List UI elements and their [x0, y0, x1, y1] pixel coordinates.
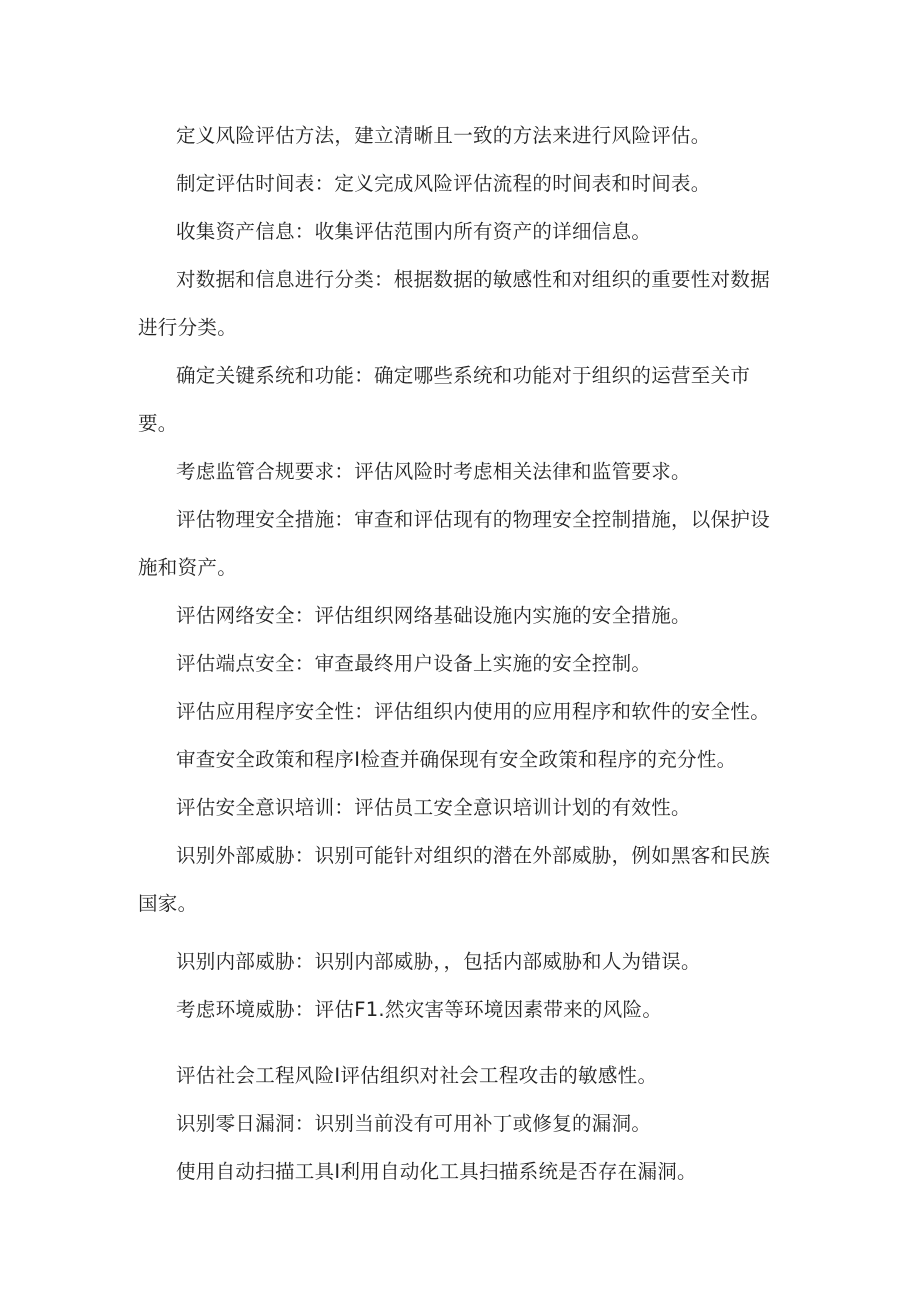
paragraph-zero-day: 识别零日漏洞：识别当前没有可用补丁或修复的漏洞。: [176, 1112, 652, 1135]
paragraph-network-security: 评估网络安全：评估组织网络基础设施内实施的安全措施。: [176, 604, 691, 627]
paragraph-social-engineering: 评估社会工程风险I评估组织对社会工程攻击的敏感性。: [176, 1064, 658, 1087]
document-body: [138, 112, 788, 1196]
paragraph-internal-threats: 识别内部威胁：识别内部威胁，，包括内部威胁和人为错误。: [176, 950, 701, 973]
paragraph-schedule: 制定评估时间表：定义完成风险评估流程的时间表和时间表。: [176, 172, 711, 195]
paragraph-automated-scanning: 使用自动扫描工具I利用自动化工具扫描系统是否存在漏洞。: [176, 1160, 697, 1183]
paragraph-policy-review: 审查安全政策和程序I检查并确保现有安全政策和程序的充分性。: [176, 748, 737, 771]
paragraph-risk-method: 定义风险评估方法，建立清晰且一致的方法来进行风险评估。: [176, 124, 711, 147]
paragraph-external-threats: 识别外部威胁：识别可能针对组织的潜在外部威胁，例如黑客和民族国家。: [138, 844, 771, 915]
paragraph-data-classification: 对数据和信息进行分类：根据数据的敏感性和对组织的重要性对数据进行分类。: [138, 268, 771, 339]
paragraph-awareness-training: 评估安全意识培训：评估员工安全意识培训计划的有效性。: [176, 796, 691, 819]
paragraph-physical-security: 评估物理安全措施：审查和评估现有的物理安全控制措施，以保护设施和资产。: [138, 508, 771, 579]
paragraph-compliance: 考虑监管合规要求：评估风险时考虑相关法律和监管要求。: [176, 460, 691, 483]
paragraph-application-security: 评估应用程序安全性：评估组织内使用的应用程序和软件的安全性。: [176, 700, 771, 723]
paragraph-environmental-threats: 考虑环境威胁：评估F1.然灾害等环境因素带来的风险。: [176, 998, 663, 1021]
paragraph-key-systems: 确定关键系统和功能：确定哪些系统和功能对于组织的运营至关市要。: [138, 364, 751, 435]
paragraph-asset-info: 收集资产信息：收集评估范围内所有资产的详细信息。: [176, 220, 652, 243]
paragraph-endpoint-security: 评估端点安全：审查最终用户设备上实施的安全控制。: [176, 652, 652, 675]
